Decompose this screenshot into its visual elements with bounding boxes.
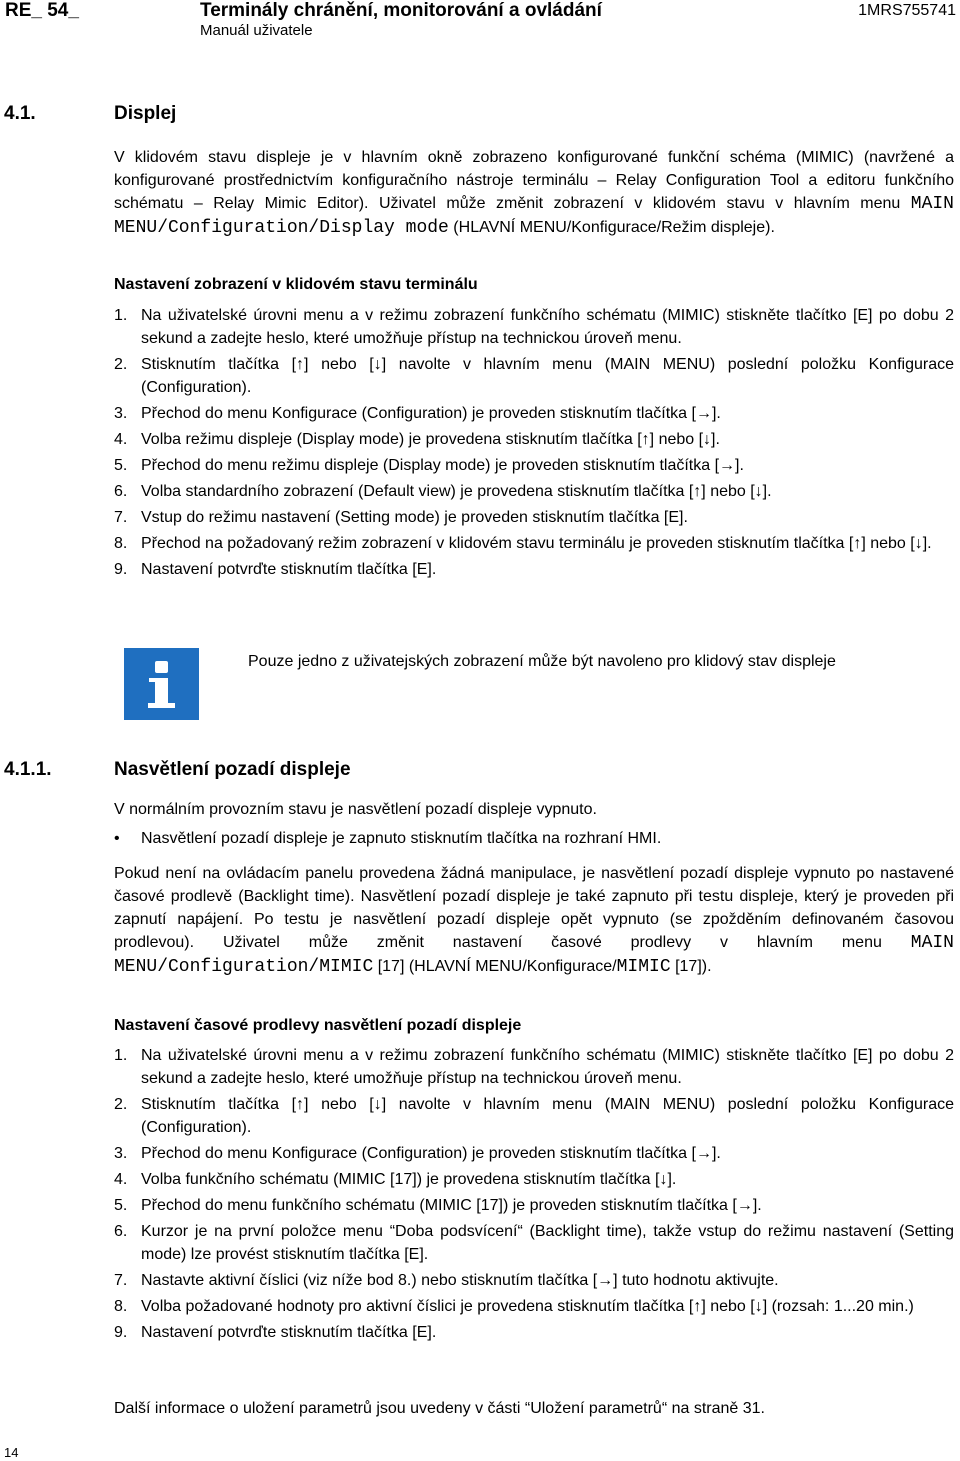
intro-paragraph [114,146,954,240]
step-text: Nastavte aktivní číslici (viz níže bod 8.) nebo stisknutím tlačítka [→] tuto hodnotu aktivujte. [141,1272,779,1289]
step-number: 4. [114,431,128,448]
document-subtitle: Manuál uživatele [200,22,313,39]
step-number: 5. [114,457,128,474]
step-number: 5. [114,1197,128,1214]
step-text: Přechod do menu režimu displeje (Display mode) je proveden stisknutím tlačítka [→]. [141,457,744,474]
step-number: 3. [114,405,128,422]
subheading-display-settings: Nastavení zobrazení v klidovém stavu terminálu [114,276,478,293]
step-text: Na uživatelské úrovni menu a v režimu zobrazení funkčního schématu (MIMIC) stiskněte tlačítko [E] po dobu 2 sekund a zadejte heslo, které umožňuje přístup na technickou úroveň menu. [141,1047,954,1087]
step-text: Přechod do menu Konfigurace (Configuration) je proveden stisknutím tlačítka [→]. [141,1145,721,1162]
steps-list-backlight [114,1044,954,1347]
list-item [114,304,954,350]
list-item [114,1142,954,1165]
menu-path: MAIN MENU/Configuration/Display mode [114,194,954,238]
step-number: 1. [114,307,128,324]
info-note: Pouze jedno z uživatejských zobrazení může být navoleno pro klidový stav displeje [248,653,836,670]
step-text: Stisknutím tlačítka [↑] nebo [↓] navolte v hlavním menu (MAIN MENU) poslední položku Konfigurace (Configuration). [141,356,954,396]
footer-reference: Další informace o uložení parametrů jsou uvedeny v části “Uložení parametrů“ na straně 31. [114,1400,765,1417]
section-title: Displej [114,103,177,124]
step-text: Kurzor je na první položce menu “Doba podsvícení“ (Backlight time), takže vstup do režimu nastavení (Setting mode) lze provést stisknutím tlačítka [E]. [141,1223,954,1263]
list-item [114,1194,954,1217]
list-item [114,480,954,503]
subheading-backlight-settings: Nastavení časové prodlevy nasvětlení pozadí displeje [114,1017,522,1034]
section-number: 4.1. [4,103,36,124]
step-number: 9. [114,561,128,578]
step-number: 7. [114,509,128,526]
step-number: 3. [114,1145,128,1162]
list-item [114,532,954,555]
list-item [114,1044,954,1090]
step-number: 6. [114,483,128,500]
page-number: 14 [4,1445,19,1460]
step-number: 7. [114,1272,128,1289]
backlight-default-line: V normálním provozním stavu je nasvětlení pozadí displeje vypnuto. [114,801,597,818]
steps-list-display [114,304,954,584]
step-number: 2. [114,1096,128,1113]
list-item [114,1220,954,1266]
step-text: Přechod do menu funkčního schématu (MIMIC [17]) je proveden stisknutím tlačítka [→]. [141,1197,762,1214]
step-number: 2. [114,356,128,373]
step-number: 9. [114,1324,128,1341]
step-text: Nastavení potvrďte stisknutím tlačítka [E]. [141,1324,437,1341]
list-item [114,402,954,425]
backlight-text-mid: [17] (HLAVNÍ MENU/Konfigurace/ [373,958,617,975]
step-text: Stisknutím tlačítka [↑] nebo [↓] navolte v hlavním menu (MAIN MENU) poslední položku Konfigurace (Configuration). [141,1096,954,1136]
step-number: 6. [114,1223,128,1240]
backlight-paragraph [114,862,954,979]
menu-path-mimic: MIMIC [616,957,671,977]
section-title: Nasvětlení pozadí displeje [114,759,351,780]
step-number: 4. [114,1171,128,1188]
step-number: 8. [114,535,128,552]
document-id: 1MRS755741 [858,2,956,19]
step-text: Volba režimu displeje (Display mode) je provedena stisknutím tlačítka [↑] nebo [↓]. [141,431,720,448]
list-item [114,1093,954,1139]
backlight-text: Pokud není na ovládacím panelu provedena žádná manipulace, je nasvětlení pozadí displeje vypnuto po nastavené časové prodlevě (Backlight time). Nasvětlení pozadí displeje je také zapnuto při testu displeje, který je proveden při zapnutí napájení. Po testu je nasvětlení pozadí displeje opět vypnuto (se zpožděním definovaném časovou prodlevou). Uživatel může změnit nastavení časové prodlevy v hlavním menu [114,865,954,951]
list-item [114,558,954,581]
step-text: Vstup do režimu nastavení (Setting mode) je proveden stisknutím tlačítka [E]. [141,509,688,526]
step-text: Volba funkčního schématu (MIMIC [17]) je provedena stisknutím tlačítka [↓]. [141,1171,677,1188]
section-number: 4.1.1. [4,759,52,780]
list-item [114,1321,954,1344]
step-text: Přechod do menu Konfigurace (Configuration) je proveden stisknutím tlačítka [→]. [141,405,721,422]
product-code: RE_ 54_ [5,0,79,21]
bullet-icon: • [114,830,120,847]
intro-text: V klidovém stavu displeje je v hlavním okně zobrazeno konfigurované funkční schéma (MIMIC) (navržené a konfigurované prostřednictvím konfiguračního nástroje terminálu – Relay Configuration Tool a editoru funkčního schématu – Relay Mimic Editor). Uživatel může změnit zobrazení v klidovém stavu v hlavním menu [114,149,954,212]
step-text: Přechod na požadovaný režim zobrazení v klidovém stavu terminálu je proveden stisknutím tlačítka [↑] nebo [↓]. [141,535,932,552]
list-item [114,428,954,451]
bullet-text: Nasvětlení pozadí displeje je zapnuto stisknutím tlačítka na rozhraní HMI. [141,830,662,847]
step-number: 8. [114,1298,128,1315]
backlight-text-end: [17]). [670,958,712,975]
list-item [114,1168,954,1191]
step-text: Nastavení potvrďte stisknutím tlačítka [E]. [141,561,437,578]
list-item [114,353,954,399]
section-heading-4-1 [4,103,176,125]
step-text: Na uživatelské úrovni menu a v režimu zobrazení funkčního schématu (MIMIC) stiskněte tlačítko [E] po dobu 2 sekund a zadejte heslo, které umožňuje přístup na technickou úroveň menu. [141,307,954,347]
list-item [114,506,954,529]
step-text: Volba standardního zobrazení (Default view) je provedena stisknutím tlačítka [↑] nebo [↓]. [141,483,772,500]
step-number: 1. [114,1047,128,1064]
list-item [114,1269,954,1292]
intro-text-end: (HLAVNÍ MENU/Konfigurace/Režim displeje). [448,219,775,236]
menu-path: MAIN MENU/Configuration/MIMIC [114,933,954,977]
step-text: Volba požadované hodnoty pro aktivní číslici je provedena stisknutím tlačítka [↑] nebo [↓] (rozsah: 1...20 min.) [141,1298,914,1315]
document-title: Terminály chránění, monitorování a ovládání [200,0,602,21]
info-icon [124,648,199,720]
list-item [114,1295,954,1318]
list-item [114,454,954,477]
page-header [0,0,960,44]
bullet-item [114,830,661,848]
section-heading-4-1-1 [4,759,351,781]
